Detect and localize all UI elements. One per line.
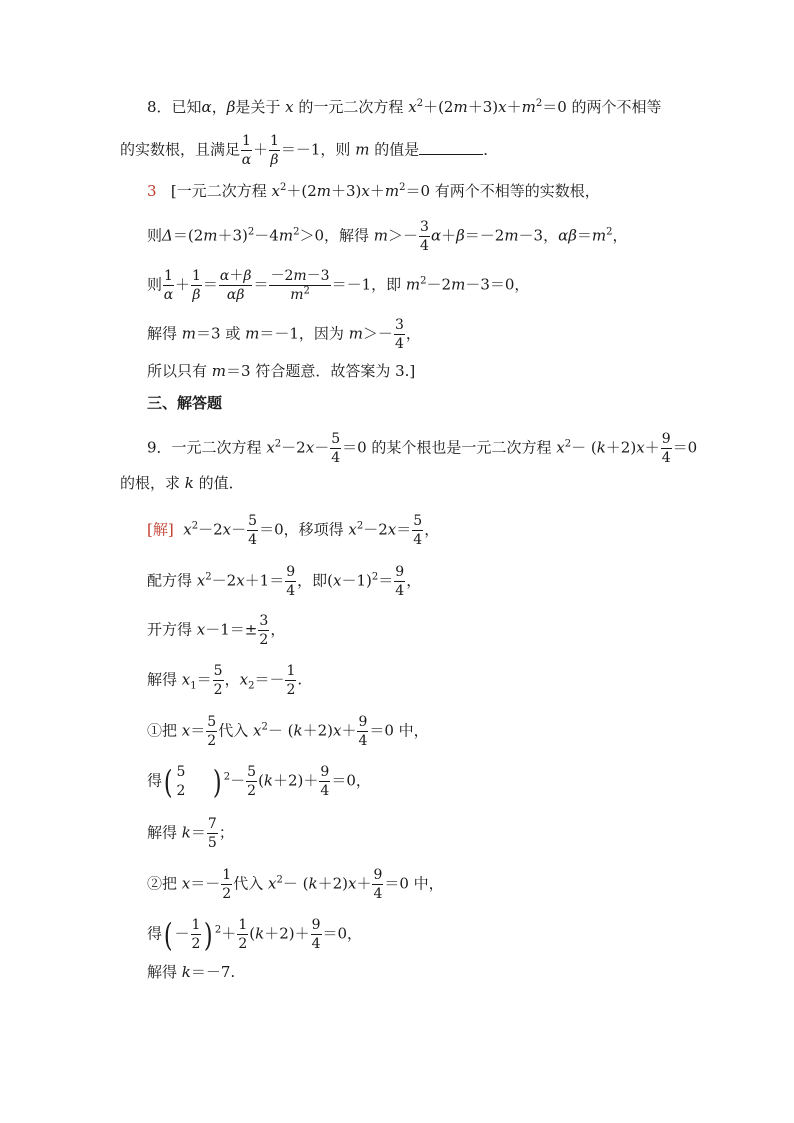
q9-solution-line7: 解得 k＝ $\frac{7}{5}$ ； <box>147 816 234 851</box>
fraction: $\frac{1}{2}$ <box>191 917 201 952</box>
q8-solution-line2: 则$\Delta=(2m+3)^2-4m^2>0$，解得 m＞－ $\frac{3}{4}$ α＋β＝－2m－3，$\alpha\beta=m^2$， <box>147 219 628 254</box>
fraction: $\frac{1}{2}$ <box>238 917 248 952</box>
q9-solution-line6: 得( 5 2 ) $^2$－ $\frac{5}{2}$ (k＋2)＋ $\frac{9}{4}$ ＝0， <box>147 762 371 801</box>
fraction: $\frac{9}{4}$ <box>320 764 330 799</box>
q9-solution-line8: ②把 x＝－ $\frac{1}{2}$ 代入 $x^2- (k+2)x+$ $\frac{9}{4}$ ＝0 中， <box>147 867 444 902</box>
q9-solution-line1: [解] $x^2-2x-$ $\frac{5}{4}$ ＝0，移项得 $x^2-2x=$ $\frac{5}{4}$ ， <box>147 513 440 548</box>
q9-solution-line9: 得( － $\frac{1}{2}$ ) $^2$＋ $\frac{1}{2}$ (k＋2)＋ $\frac{9}{4}$ ＝0， <box>147 915 363 954</box>
q9-solution-line3: 开方得 x－1＝± $\frac{3}{2}$ ， <box>147 613 286 648</box>
q9-stem-line1: 9．一元二次方程 $x^2-2x-$ $\frac{5}{4}$ ＝0 的某个根也是一元二次方程 $x^2- (k+2)x+$ $\frac{9}{4}$ ＝0 <box>147 431 698 466</box>
fraction: $\frac{5}{2}$ <box>247 764 257 799</box>
q8-solution-line4: 解得 m＝3 或 m＝－1，因为 m＞－ $\frac{3}{4}$ ， <box>147 317 421 352</box>
fraction: $\frac{\alpha+\beta}{\alpha\beta}$ <box>219 268 252 303</box>
fraction: $\frac{3}{2}$ <box>259 613 269 648</box>
fraction: $\frac{9}{4}$ <box>358 714 368 749</box>
q8-solution-line5: 所以只有 m＝3 符合题意．故答案为 3.] <box>147 362 416 380</box>
fraction: $\frac{3}{4}$ <box>420 219 429 254</box>
q9-solution-line10: 解得 k＝－7. <box>147 963 236 981</box>
fraction: $\frac{1}{\alpha}$ <box>241 133 252 168</box>
fraction: $\frac{1}{2}$ <box>286 663 296 698</box>
q9-stem-line2: 的根，求 k 的值． <box>120 474 244 492</box>
fraction: $\frac{9}{4}$ <box>395 564 405 599</box>
fraction: $\frac{9}{4}$ <box>286 564 296 599</box>
fraction: $\frac{1}{\beta}$ <box>191 268 201 303</box>
q9-solution-line4: 解得 $x_1=$ $\frac{5}{2}$ ，$x_2=-$ $\frac{1}{2}$ . <box>147 663 303 698</box>
q8-line1: 8．已知α，β是关于 x 的一元二次方程 $x^2+(2m+3)x+m^2=0$ 的两个不相等 <box>147 98 662 116</box>
fraction: $\frac{3}{4}$ <box>394 317 404 352</box>
q8-solution-line1: 3 [一元二次方程 $x^2+(2m+3)x+m^2=0$ 有两个不相等的实数根， <box>147 182 600 200</box>
fraction: $\frac{5}{4}$ <box>248 513 258 548</box>
fraction: $\frac{5}{4}$ <box>331 431 341 466</box>
q8-line2: 的实数根，且满足 $\frac{1}{\alpha}$ ＋ $\frac{1}{\beta}$ ＝－1，则 m 的值是 ． <box>120 133 499 168</box>
fraction: $\frac{5}{2}$ <box>213 663 223 698</box>
fraction: $\frac{9}{4}$ <box>311 917 321 952</box>
fraction: $\frac{7}{5}$ <box>207 816 217 851</box>
fraction: $\frac{1}{\alpha}$ <box>163 268 174 303</box>
fraction: $\frac{1}{\beta}$ <box>269 133 279 168</box>
fraction: 5 2 <box>176 764 186 799</box>
fraction: $\frac{1}{2}$ <box>222 867 232 902</box>
q8-solution-line3: 则 $\frac{1}{\alpha}$ ＋ $\frac{1}{\beta}$ ＝ $\frac{\alpha+\beta}{\alpha\beta}$ ＝ $\frac{-2m-3}{m^2}$ ＝－1，即 $m^2-2m-3=0$， <box>147 268 530 303</box>
q8-text: 8．已知 <box>147 98 202 116</box>
fraction: $\frac{9}{4}$ <box>373 867 383 902</box>
section-heading: 三、解答题 <box>147 394 223 412</box>
fraction: $\frac{5}{4}$ <box>413 513 423 548</box>
answer-blank <box>419 140 483 155</box>
q9-solution-line5: ①把 x＝ $\frac{5}{2}$ 代入 $x^2- (k+2)x+$ $\frac{9}{4}$ ＝0 中， <box>147 714 429 749</box>
fraction: $\frac{9}{4}$ <box>661 431 671 466</box>
q9-solution-line2: 配方得 $x^2-2x+1=$ $\frac{9}{4}$ ，即$(x-1)^2=$ $\frac{9}{4}$ ， <box>147 564 422 599</box>
answer-number: 3 <box>147 182 157 200</box>
fraction: $\frac{-2m-3}{m^2}$ <box>270 268 330 303</box>
solution-label: [解] <box>147 520 174 539</box>
fraction: $\frac{5}{2}$ <box>207 714 217 749</box>
